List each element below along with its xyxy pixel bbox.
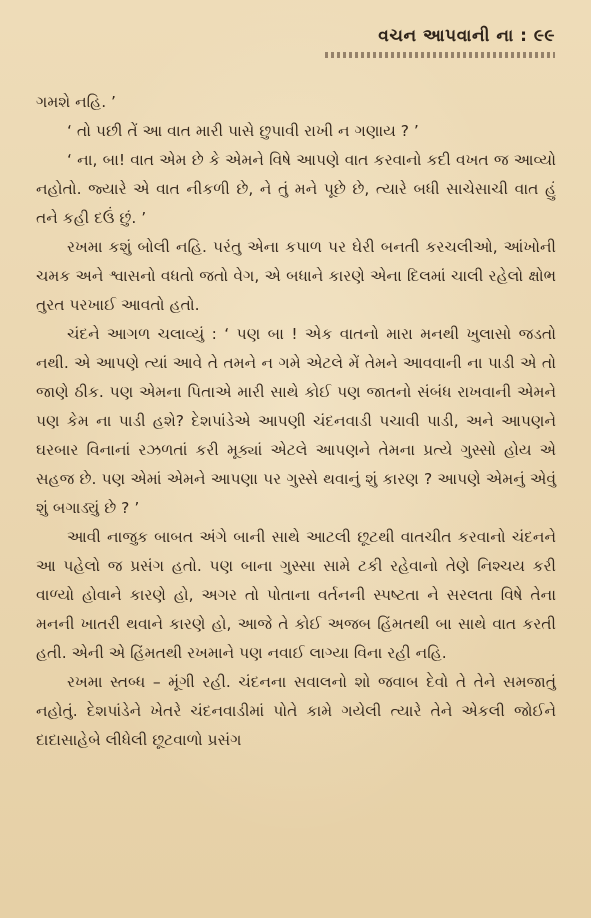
paragraph: ચંદને આગળ ચલાવ્યું : ‘ પણ બા ! એક વાતનો મારા મનથી ખુલાસો જડતો નથી. એ આપણે ત્યાં આવે તે તમને ન ગમે એટલે મેં તેમને આવવાની ના પાડી એ તો જાણે ઠીક. પણ એમના પિતાએ મારી સાથે કોઈ પણ જાતનો સંબંધ રાખવાની એમને પણ કેમ ના પાડી હશે? દેશપાંડેએ આપણી ચંદનવાડી પચાવી પાડી, અને આપણને ઘરબાર વિનાનાં રઝળતાં કરી મૂક્યાં એટલે આપણને તેમના પ્રત્યે ગુસ્સો હોય એ સહજ છે. પણ એમાં એમને આપણા પર ગુસ્સે થવાનું શું કારણ ? આપણે એમનું એવું શું બગાડ્યું છે ? ’ bbox=[36, 325, 556, 517]
paragraph: રખમા કશું બોલી નહિ. પરંતુ એના કપાળ પર ઘેરી બનતી કરચલીઓ, આંખોની ચમક અને શ્વાસનો વધતો જતો વેગ, એ બધાને કારણે એના દિલમાં ચાલી રહેલો ક્ષોભ તુરત પરખાઈ આવતો હતો. bbox=[36, 238, 556, 314]
paragraph: ‘ તો પછી તેં આ વાત મારી પાસે છુપાવી રાખી ન ગણાય ? ’ bbox=[67, 122, 419, 140]
page-header bbox=[295, 26, 555, 58]
paragraph: ‘ ના, બા! વાત એમ છે કે એમને વિષે આપણે વાત કરવાનો કદી વખત જ આવ્યો નહોતો. જ્યારે એ વાત નીકળી છે, ને તું મને પૂછે છે, ત્યારે બધી સાચેસાચી વાત હું તને કહી દઉં છું. ’ bbox=[36, 151, 556, 227]
page-body-text bbox=[36, 88, 556, 755]
running-title: વચન આપવાની ના : ૯૯ bbox=[378, 26, 555, 46]
paragraph-continuation: ગમશે નહિ. ’ bbox=[36, 93, 116, 111]
header-wavy-rule bbox=[325, 52, 555, 58]
paragraph: રખમા સ્તબ્ધ – મૂંગી રહી. ચંદનના સવાલનો શો જવાબ દેવો તે તેને સમજાતું નહોતું. દેશપાંડેને ખેતરે ચંદનવાડીમાં પોતે કામે ગયેલી ત્યારે તેને એકલી જોઈને દાદાસાહેબે લીધેલી છૂટવાળો પ્રસંગ bbox=[36, 673, 556, 749]
paragraph: આવી નાજુક બાબત અંગે બાની સાથે આટલી છૂટથી વાતચીત કરવાનો ચંદનને આ પહેલો જ પ્રસંગ હતો. પણ બાના ગુસ્સા સામે ટકી રહેવાનો તેણે નિશ્ચય કરી વાળ્યો હોવાને કારણે હો, અગર તો પોતાના વર્તનની સ્પષ્ટતા ને સરલતા વિષે તેના મનની ખાતરી થવાને કારણે હો, આજે તે કોઈ અજબ હિંમતથી બા સાથે વાત કરતી હતી. એની એ હિંમતથી રખમાને પણ નવાઈ લાગ્યા વિના રહી નહિ. bbox=[36, 528, 556, 662]
